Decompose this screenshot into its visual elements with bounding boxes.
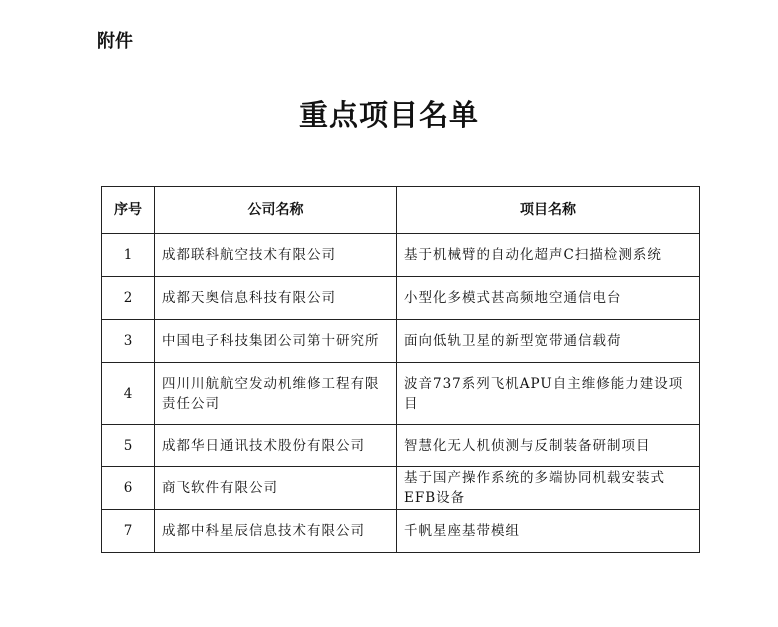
project-table (101, 186, 700, 553)
row-number: 6 (102, 467, 155, 510)
row-number: 3 (102, 320, 155, 363)
table-row (102, 277, 700, 320)
project-name: 基于国产操作系统的多端协同机载安装式EFB设备 (397, 467, 700, 510)
row-number: 2 (102, 277, 155, 320)
company-name: 成都天奥信息科技有限公司 (155, 277, 397, 320)
row-number: 1 (102, 234, 155, 277)
project-name: 千帆星座基带模组 (397, 510, 700, 553)
page-title: 重点项目名单 (298, 98, 479, 132)
column-header-no: 序号 (102, 187, 155, 234)
project-name: 智慧化无人机侦测与反制装备研制项目 (397, 425, 700, 467)
table-header-row (102, 187, 700, 234)
attachment-label: 附件 (97, 31, 133, 52)
row-number: 7 (102, 510, 155, 553)
company-name: 成都华日通讯技术股份有限公司 (155, 425, 397, 467)
table-row (102, 363, 700, 425)
project-name: 波音737系列飞机APU自主维修能力建设项目 (397, 363, 700, 425)
table-row (102, 467, 700, 510)
company-name: 成都中科星辰信息技术有限公司 (155, 510, 397, 553)
company-name: 商飞软件有限公司 (155, 467, 397, 510)
table-row (102, 320, 700, 363)
table-row (102, 425, 700, 467)
company-name: 中国电子科技集团公司第十研究所 (155, 320, 397, 363)
row-number: 4 (102, 363, 155, 425)
table-row (102, 234, 700, 277)
column-header-company: 公司名称 (155, 187, 397, 234)
company-name: 成都联科航空技术有限公司 (155, 234, 397, 277)
company-name: 四川川航航空发动机维修工程有限责任公司 (155, 363, 397, 425)
table-row (102, 510, 700, 553)
row-number: 5 (102, 425, 155, 467)
column-header-project: 项目名称 (397, 187, 700, 234)
project-name: 面向低轨卫星的新型宽带通信载荷 (397, 320, 700, 363)
project-name: 基于机械臂的自动化超声C扫描检测系统 (397, 234, 700, 277)
project-name: 小型化多模式甚高频地空通信电台 (397, 277, 700, 320)
